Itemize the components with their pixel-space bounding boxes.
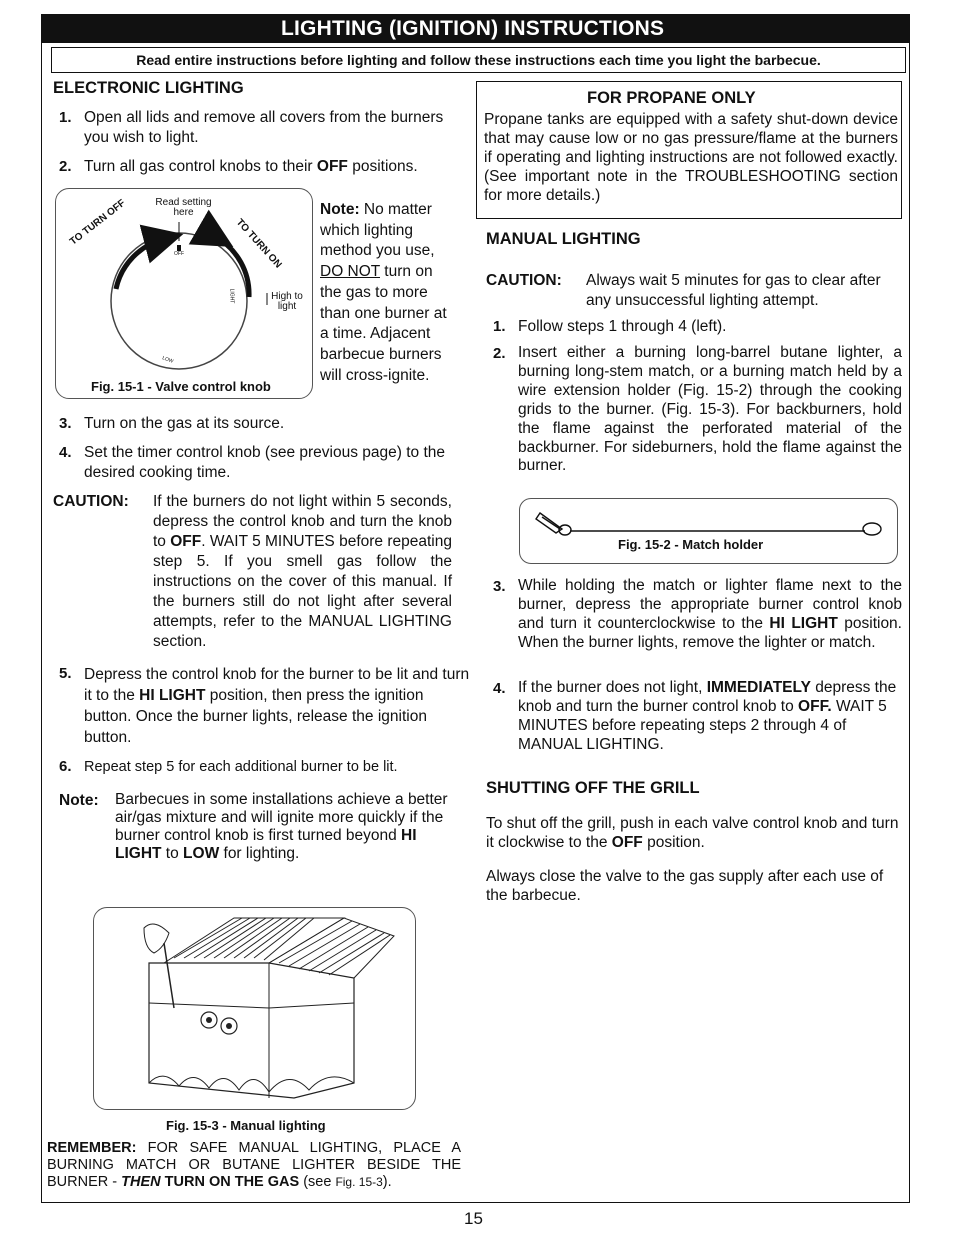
do-not-emphasis: DO NOT — [320, 263, 380, 281]
high-to-light-label — [267, 292, 307, 312]
off-keyword: OFF — [170, 533, 202, 550]
electronic-step-6: Repeat step 5 for each additional burner to be lit. — [84, 759, 398, 775]
step-text: Depress the control knob for the burner to be lit and turn it to the — [84, 666, 470, 704]
propane-only-box — [476, 81, 902, 219]
electronic-step-1 — [84, 108, 470, 148]
remember-label: REMEMBER: — [47, 1140, 137, 1156]
step-text: If the burner does not light, — [518, 679, 707, 696]
electronic-lighting-heading: ELECTRONIC LIGHTING — [53, 79, 244, 97]
step-text: WAIT 5 MINUTES before repeating steps 2 through 4 of MANUAL LIGHTING. — [518, 697, 887, 753]
valve-control-knob-figure — [55, 188, 313, 399]
note-text: for lighting. — [219, 845, 300, 862]
step-number: 3. — [59, 415, 72, 432]
step-number: 1. — [59, 109, 72, 126]
manual-lighting-heading: MANUAL LIGHTING — [486, 230, 641, 248]
note2-label: Note: — [59, 792, 99, 809]
note-text: to — [161, 845, 184, 862]
step-number: 4. — [493, 680, 506, 697]
step-number: 6. — [59, 758, 72, 775]
caution-text: . WAIT 5 MINUTES before repeating step 5. If you smell gas follow the instructions on the cover of this manual. If the burners still do not light after several attempts, refer to the MANUAL LIGHTING section. — [153, 533, 452, 650]
step-number: 3. — [493, 578, 506, 595]
step-text: positions. — [347, 158, 418, 175]
electronic-step-3: Turn on the gas at its source. — [84, 415, 285, 432]
step-text: depress the knob and turn the burner control knob to — [518, 679, 897, 715]
remember-text: ). — [382, 1174, 392, 1190]
manual-step-1: Follow steps 1 through 4 (left). — [518, 318, 727, 335]
fig-15-1-caption: Fig. 15-1 - Valve control knob — [91, 379, 271, 394]
manual-step-2: Insert either a burning long-barrel butane lighter, a burning long-stem match, or a burning match held by a wire extension holder (Fig. 15-2) through the cooking grids to the burner. (Fig. 15-3). For backburners, hold the flame against the perforated material of the backburner. For sideburners, hold the flame against the burner. — [518, 344, 902, 475]
off-keyword: OFF — [611, 834, 643, 851]
read-first-notice: Read entire instructions before lighting and follow these instructions each time you light the barbecue. — [51, 47, 906, 73]
electronic-step-2 — [84, 157, 470, 177]
off-mark: OFF — [174, 251, 184, 257]
step-text: position, then press the ignition button. Once the burner lights, release the ignition button. — [84, 687, 427, 746]
step-number: 5. — [59, 665, 72, 682]
manual-caution: Always wait 5 minutes for gas to clear after any unsuccessful lighting attempt. — [586, 272, 881, 309]
off-keyword: OFF. — [798, 697, 832, 715]
manual-step-4 — [518, 679, 902, 755]
fig-15-3-caption: Fig. 15-3 - Manual lighting — [166, 1118, 326, 1133]
step-number: 2. — [59, 158, 72, 175]
paragraph-text: position. — [642, 834, 705, 851]
caution-text: If the burners do not light within 5 seconds, depress the control knob and turn the knob to — [153, 493, 452, 550]
match-holder-illustration — [520, 499, 897, 563]
step-number: 4. — [59, 444, 72, 461]
electronic-step-5 — [84, 664, 470, 748]
electronic-step-4: Set the timer control knob (see previous page) to the desired cooking time. — [84, 444, 446, 481]
step-text: Open all lids and remove all covers from the burners you wish to light. — [84, 109, 444, 146]
shutoff-paragraph-1 — [486, 814, 904, 852]
low-mark: LOW — [161, 355, 175, 365]
label-text: light — [277, 301, 297, 312]
remember-text: (see — [299, 1174, 336, 1190]
electronic-note-2 — [115, 791, 452, 863]
note-text: No matter which lighting method you use, — [320, 201, 435, 260]
step-number: 2. — [493, 345, 506, 362]
label-text: High to — [271, 291, 303, 302]
manual-caution-label: CAUTION: — [486, 272, 562, 289]
hi-light-keyword: HI LIGHT — [769, 614, 838, 632]
to-turn-on-label: TO TURN ON — [233, 217, 284, 271]
label-text: Read setting — [155, 197, 212, 208]
then-emphasis: THEN — [121, 1174, 161, 1190]
turn-on-gas-emphasis: TURN ON THE GAS — [160, 1174, 300, 1190]
label-text: here — [173, 207, 194, 218]
shutting-off-heading: SHUTTING OFF THE GRILL — [486, 779, 700, 797]
note-text: turn on the gas to more than one burner at a time. Adjacent barbecue burners will cross-ignite. — [320, 263, 447, 384]
page-title: LIGHTING (IGNITION) INSTRUCTIONS — [281, 17, 665, 40]
propane-text: Propane tanks are equipped with a safety shut-down device that may cause low or no gas pressure/flame at the burners if operating and lighting instructions are not followed exactly. (See important note in the TROUBLESHOOTING section for more details.) — [484, 111, 898, 204]
fig-reference: Fig. 15-3 — [335, 1175, 383, 1189]
off-keyword: OFF — [316, 158, 348, 175]
low-keyword: LOW — [183, 845, 220, 862]
remember-note — [47, 1140, 461, 1191]
page-number: 15 — [464, 1209, 483, 1228]
step-number: 1. — [493, 318, 506, 335]
manual-step-3 — [518, 577, 902, 653]
step-text: While holding the match or lighter flame next to the burner, depress the appropriate burner control knob and turn it counterclockwise to the — [518, 577, 902, 632]
to-turn-off-label: TO TURN OFF — [68, 197, 128, 248]
hi-light-keyword: HI LIGHT — [115, 827, 417, 862]
step-text: position. When the burner lights, remove the lighter or match. — [518, 614, 902, 651]
caution-label: CAUTION: — [53, 493, 129, 510]
remember-text: FOR SAFE MANUAL LIGHTING, PLACE A BURNING MATCH OR BUTANE LIGHTER BESIDE THE BURNER - — [47, 1140, 461, 1190]
grill-illustration — [94, 908, 415, 1109]
manual-lighting-figure — [93, 907, 416, 1110]
electronic-caution — [153, 492, 452, 652]
paragraph-text: To shut off the grill, push in each valve control knob and turn it clockwise to the — [486, 815, 899, 851]
fig-15-2-caption: Fig. 15-2 - Match holder — [618, 537, 764, 552]
propane-heading: FOR PROPANE ONLY — [587, 89, 756, 107]
note-label: Note: — [320, 201, 360, 218]
immediately-keyword: IMMEDIATELY — [706, 679, 811, 696]
hi-light-keyword: HI LIGHT — [139, 687, 206, 704]
match-holder-figure — [519, 498, 898, 564]
shutoff-paragraph-2: Always close the valve to the gas supply after each use of the barbecue. — [486, 868, 884, 904]
light-mark: LIGHT — [228, 288, 235, 304]
note-text: Barbecues in some installations achieve a better air/gas mixture and will ignite more quickly if the burner control knob is first turned beyond — [115, 791, 448, 844]
electronic-note — [320, 200, 452, 386]
read-setting-label — [151, 198, 216, 218]
title-bar — [41, 14, 910, 43]
step-text: Turn all gas control knobs to their — [84, 158, 317, 175]
